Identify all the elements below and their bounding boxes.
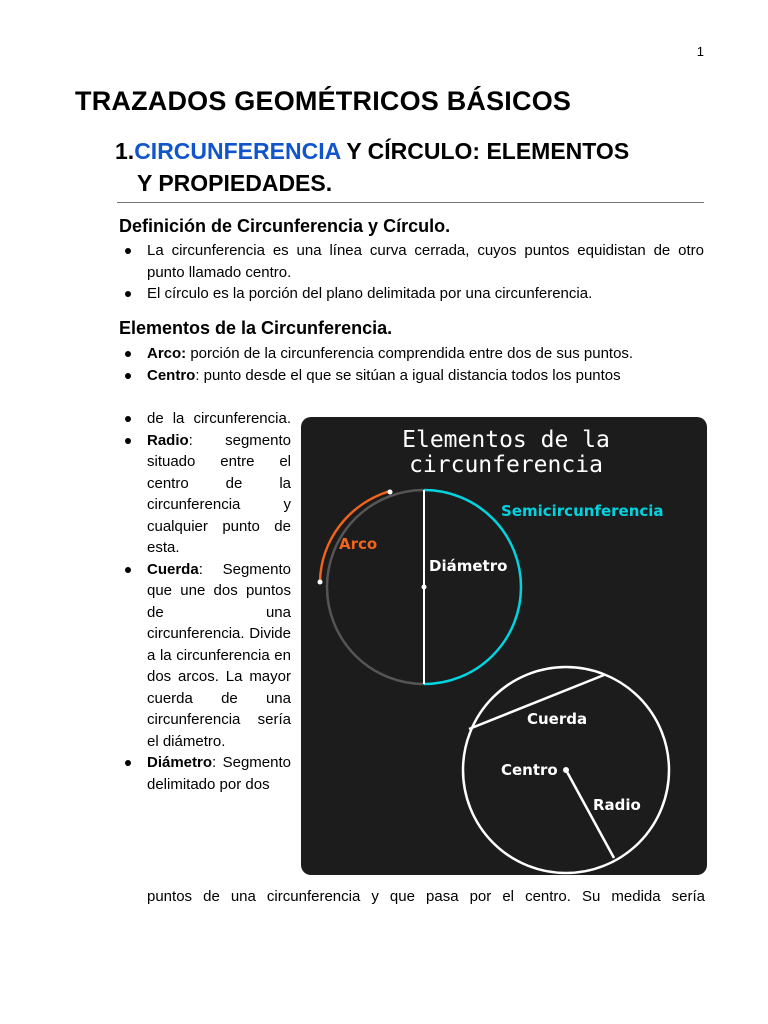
elements-list-wide (119, 343, 704, 386)
list-item-arco (119, 343, 704, 365)
term-centro: Centro (147, 366, 196, 384)
horizontal-rule (117, 202, 704, 203)
term-cuerda: Cuerda (147, 560, 199, 578)
centro-text: : punto desde el que se sitúan a igual distancia todos los puntos (195, 366, 621, 384)
list-item-cuerda (119, 559, 291, 753)
arco-text: porción de la circunferencia comprendida entre dos de sus puntos. (186, 345, 634, 362)
centro-text-cont: de la circunferencia. (147, 410, 291, 427)
radio-text: : segmento situado entre el centro de la circunferencia y cualquier punto de esta. (147, 431, 291, 556)
definition-list (119, 240, 704, 305)
figure-title-line1: Elementos de la (402, 427, 610, 453)
list-item-centro (119, 365, 704, 387)
small-center-point (563, 767, 569, 773)
section-number: 1. (115, 138, 135, 164)
list-item-diametro (119, 752, 291, 795)
diametro-text-cont: puntos de una circunferencia y que pasa por el centro. Su medida sería (147, 888, 705, 905)
label-arco: Arco (339, 535, 378, 553)
grey-semicircle-arc (327, 490, 424, 684)
figure-title-line2: circunferencia (409, 452, 603, 478)
page-title: TRAZADOS GEOMÉTRICOS BÁSICOS (75, 86, 572, 116)
radius-line (566, 770, 614, 858)
elements-heading: Elementos de la Circunferencia. (119, 318, 393, 338)
section-title-line2: Y PROPIEDADES. (137, 170, 333, 196)
term-diametro: Diámetro (147, 754, 213, 771)
diametro-colon: : (212, 754, 217, 771)
label-diametro: Diámetro (429, 557, 508, 575)
elements-list-narrow (119, 408, 291, 795)
definition-heading: Definición de Circunferencia y Círculo. (119, 216, 451, 236)
figure-svg (301, 417, 707, 875)
section-title (115, 135, 715, 199)
label-cuerda: Cuerda (527, 710, 588, 728)
list-item: La circunferencia es una línea curva cerrada, cuyos puntos equidistan de otro punto llamado centro. (119, 240, 704, 283)
diametro-text: Segmento delimitado por dos (147, 754, 291, 793)
list-item-radio (119, 430, 291, 559)
big-center-point (422, 585, 427, 590)
term-radio: Radio (147, 431, 189, 449)
label-radio: Radio (593, 796, 641, 814)
label-centro: Centro (501, 761, 558, 779)
arc-endpoint-icon (318, 580, 323, 585)
section-title-rest: Y CÍRCULO: ELEMENTOS (340, 138, 630, 164)
section-highlight: CIRCUNFERENCIA (134, 138, 341, 164)
circle-elements-figure (301, 417, 707, 875)
cuerda-text: Segmento que une dos puntos de una circunferencia. Divide a la circunferencia en dos arcos. La mayor cuerda de una circunferencia sería el diámetro. (147, 560, 291, 750)
list-item: El círculo es la porción del plano delimitada por una circunferencia. (119, 283, 704, 305)
term-arco: Arco: (147, 345, 187, 362)
label-semicircunferencia: Semicircunferencia (501, 502, 664, 520)
cuerda-colon: : (198, 560, 203, 578)
page-number: 1 (696, 44, 704, 59)
arc-endpoint-icon (388, 490, 393, 495)
list-item-centro-cont (119, 408, 291, 430)
